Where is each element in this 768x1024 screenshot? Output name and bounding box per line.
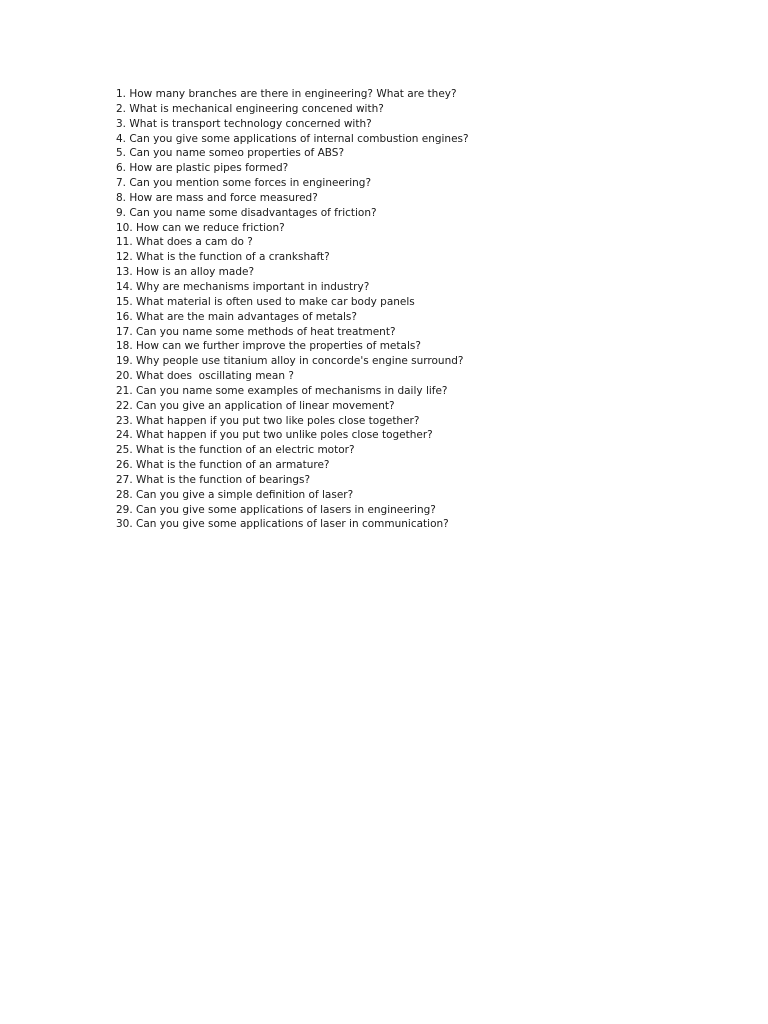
- question-item: 25. What is the function of an electric motor?: [116, 444, 355, 457]
- question-item: 16. What are the main advantages of metals?: [116, 310, 357, 323]
- question-item: 14. Why are mechanisms important in industry?: [116, 280, 370, 293]
- question-item: 23. What happen if you put two like poles close together?: [116, 414, 420, 427]
- question-item: 11. What does a cam do ?: [116, 236, 253, 249]
- question-item: 8. How are mass and force measured?: [116, 191, 318, 204]
- question-item: 22. Can you give an application of linear movement?: [116, 399, 395, 412]
- question-list: [116, 87, 469, 532]
- question-item: 2. What is mechanical engineering concened with?: [116, 102, 384, 115]
- question-item: 1. How many branches are there in engineering? What are they?: [116, 88, 457, 100]
- question-item: 6. How are plastic pipes formed?: [116, 162, 289, 175]
- question-item: 3. What is transport technology concerned with?: [116, 117, 372, 130]
- question-item: 17. Can you name some methods of heat treatment?: [116, 325, 396, 338]
- question-item: 15. What material is often used to make car body panels: [116, 295, 415, 308]
- question-item: 7. Can you mention some forces in engineering?: [116, 177, 372, 190]
- question-item: 28. Can you give a simple definition of laser?: [116, 488, 354, 501]
- question-item: 24. What happen if you put two unlike poles close together?: [116, 429, 433, 442]
- question-item: 13. How is an alloy made?: [116, 266, 255, 279]
- question-item: 12. What is the function of a crankshaft?: [116, 251, 330, 264]
- question-item: 30. Can you give some applications of laser in communication?: [116, 518, 449, 531]
- question-item: 20. What does oscillating mean ?: [116, 370, 294, 383]
- question-item: 10. How can we reduce friction?: [116, 221, 285, 234]
- question-item: 5. Can you name someo properties of ABS?: [116, 147, 345, 160]
- question-item: 19. Why people use titanium alloy in concorde's engine surround?: [116, 355, 464, 368]
- question-item: 26. What is the function of an armature?: [116, 459, 330, 472]
- question-item: 4. Can you give some applications of internal combustion engines?: [116, 132, 469, 145]
- question-item: 21. Can you name some examples of mechanisms in daily life?: [116, 384, 448, 397]
- question-item: 29. Can you give some applications of lasers in engineering?: [116, 503, 436, 516]
- question-item: 27. What is the function of bearings?: [116, 473, 311, 486]
- question-item: 18. How can we further improve the properties of metals?: [116, 340, 421, 353]
- question-item: 9. Can you name some disadvantages of friction?: [116, 206, 377, 219]
